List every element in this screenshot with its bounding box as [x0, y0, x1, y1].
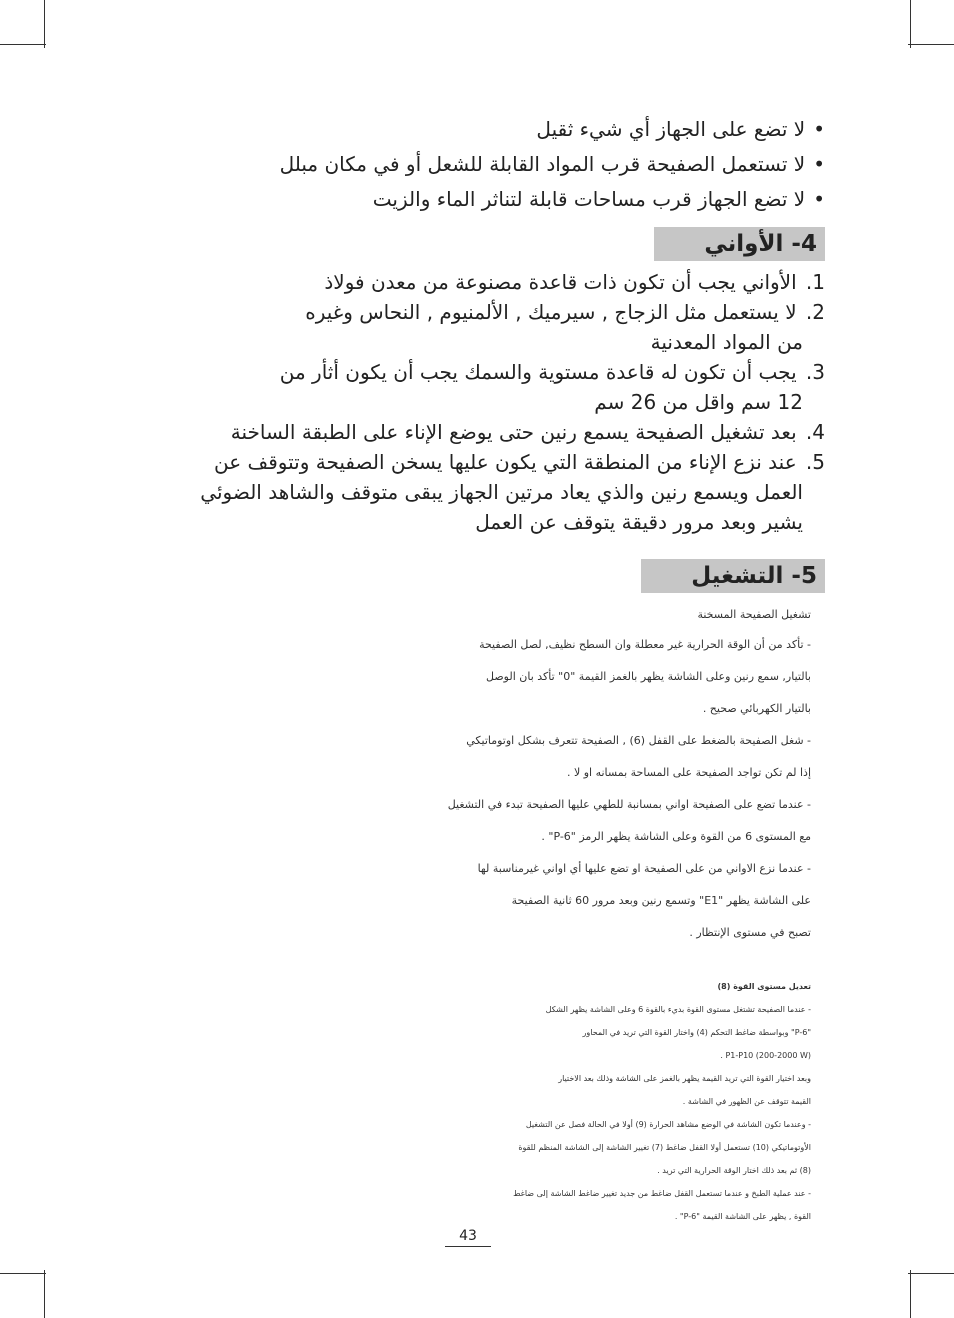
list-item: [175, 417, 825, 447]
text-line: - عند عملية الطبخ و عندما تستعمل القفل ضاغط من جديد تغيير ضاغط الشاشة إلى ضاغط: [513, 1189, 811, 1198]
list-item: [175, 297, 825, 357]
operation-text: [175, 607, 825, 941]
item-number: 4.: [805, 420, 825, 444]
text-line: مع المستوى 6 من القوة وعلى الشاشة يظهر الرمز "P-6" .: [541, 830, 811, 843]
list-item: [175, 447, 825, 537]
item-number: 5.: [805, 450, 825, 474]
text-line: القيمة تتوقف عن الظهور في الشاشة .: [682, 1097, 811, 1106]
cookware-list: [175, 267, 825, 537]
text-line: الأوتوماتيكي (10) تستعمل أولا القفل ضاغط (7) تغيير الشاشة إلى الشاشة المنظم للقوة: [518, 1143, 811, 1152]
item-text: الأواني يجب أن تكون ذات قاعدة مصنوعة من معدن فولاذ: [324, 270, 797, 294]
crop-mark: [910, 0, 911, 48]
text-line: "P-6" وبواسطة ضاغط التحكم (4) واختار القوة التي تريد في المحاور: [582, 1028, 811, 1037]
list-item: [175, 357, 825, 417]
section-heading-5: [175, 559, 825, 593]
item-text-continued: العمل ويسمع رنين والذي يعاد مرتين الجهاز يبقى متوقف والشاهد الضوئي يشير وبعد مرور دقيقة يتوقف عن العمل: [200, 480, 803, 534]
text-line: تصبح في مستوى الإنتظار .: [689, 926, 811, 939]
text-line: - شغل الصفيحة بالضغط على القفل (6) , الصفيحة تتعرف بشكل اوتوماتيكي: [466, 734, 811, 747]
text-line: P1-P10 (200-2000 W) .: [720, 1051, 811, 1060]
text-line: - وعندما تكون الشاشة في الوضع مشاهد الحرارة (9) أولا في الحالة فصل عن التشغيل: [525, 1120, 811, 1129]
item-number: 3.: [805, 360, 825, 384]
crop-mark: [0, 1273, 46, 1274]
crop-mark: [908, 1273, 954, 1274]
text-line: (8) ثم بعد ذلك اختار الوقة الحرارية التي تريد .: [657, 1166, 811, 1175]
text-line: على الشاشة يظهر "E1" وتسمع رنين وبعد مرور 60 ثانية الصفيحة: [511, 894, 811, 907]
page-content: [175, 112, 825, 1223]
text-line: - تأكد من أن الوقة الحرارية غير معطلة وان السطح نظيف, لصل الصفيحة: [479, 638, 811, 651]
item-text-continued: 12 سم واقل من 26 سم: [594, 390, 803, 414]
item-text: لا يستعمل مثل الزجاج , سيرميك , الألمنيوم , النحاس وغيره: [305, 300, 797, 324]
crop-mark: [0, 44, 46, 45]
item-text: بعد تشغيل الصفيحة يسمع رنين حتى يوضع الإناء على الطبقة الساخنة: [230, 420, 797, 444]
safety-bullet-list: [175, 112, 825, 217]
crop-mark: [908, 44, 954, 45]
section-heading-label: 4- الأواني: [654, 227, 825, 261]
item-text: عند نزع الإناء من المنطقة التي يكون عليها يسخن الصفيحة وتتوقف عن: [214, 450, 797, 474]
text-line: القوة , يظهر على الشاشة القيمة "P-6" .: [674, 1212, 811, 1221]
text-line: وبعد اختيار القوة التي تريد القيمة يظهر بالغمز على الشاشة وذلك بعد الاختيار: [558, 1074, 811, 1083]
item-text-continued: من المواد المعدنية: [650, 330, 803, 354]
list-item: [175, 267, 825, 297]
section-heading-4: [175, 227, 825, 261]
crop-mark: [44, 1270, 45, 1318]
safety-bullet: • لا تستعمل الصفيحة قرب المواد القابلة للشعل أو في مكان مبلل: [175, 147, 825, 182]
text-line: - عندما الصفيحة تشتغل مستوى القوة بديء بالقوة 6 وعلى الشاشة يظهر الشكل: [545, 1005, 811, 1014]
crop-mark: [910, 1270, 911, 1318]
crop-mark: [44, 0, 45, 48]
item-number: 2.: [805, 300, 825, 324]
text-line: تشغيل الصفيحة المسخنة: [697, 608, 811, 621]
page-number: 43: [445, 1228, 491, 1247]
text-line: - عندما نزع الاواني من على الصفيحة او تضع عليها أي اواني غيرمناسبة لها: [477, 862, 811, 875]
item-number: 1.: [805, 270, 825, 294]
text-line: بالتيار, سمع رنين وعلى الشاشة يظهر بالغمز القيمة "0" تأكد بان الوصل: [486, 670, 811, 683]
power-level-text: [175, 981, 825, 1223]
text-line: تعديل مستوى القوة (8): [717, 982, 811, 991]
item-text: يجب أن تكون له قاعدة مستوية والسمك يجب أن يكون أثأر من: [279, 360, 797, 384]
text-line: بالتيار الكهربائي صحيح .: [702, 702, 811, 715]
text-line: - عندما تضع على الصفيحة اواني بمسانبة للطهي عليها الصفيحة تبدء في التشغيل: [447, 798, 811, 811]
section-heading-label: 5- التشغيل: [641, 559, 825, 593]
safety-bullet: • لا تضع على الجهاز أي شيء ثقيل: [175, 112, 825, 147]
safety-bullet: • لا تضع الجهاز قرب مساحات قابلة لتناثر الماء والزيت: [175, 182, 825, 217]
text-line: إذا لم تكن تواجد الصفيحة على المساحة بمسانه او لا .: [566, 766, 811, 779]
